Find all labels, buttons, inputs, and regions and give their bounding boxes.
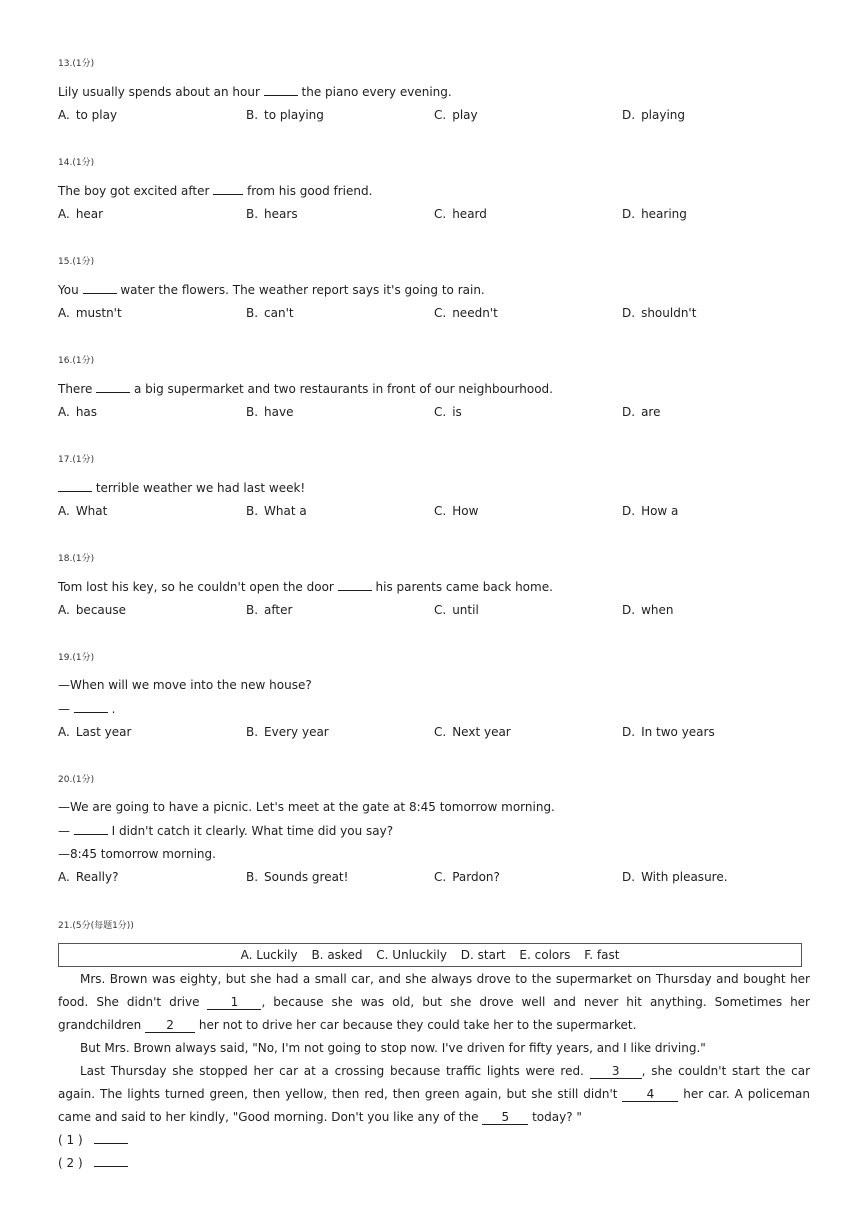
- option-b[interactable]: B. hears: [246, 207, 298, 221]
- numbered-blank-3[interactable]: 3: [590, 1064, 642, 1079]
- answer-blank[interactable]: [96, 379, 130, 393]
- paragraph-2: But Mrs. Brown always said, "No, I'm not going to stop now. I've driven for fifty years, and I like driving.": [80, 1041, 706, 1055]
- question-number: 21.(5分(每题1分)): [58, 921, 134, 931]
- option-a[interactable]: A. hear: [58, 207, 104, 221]
- option-c[interactable]: C. How: [434, 504, 479, 518]
- answer-blank[interactable]: [74, 699, 108, 713]
- answer-blank[interactable]: [94, 1130, 128, 1144]
- option-b[interactable]: B. to playing: [246, 108, 324, 122]
- numbered-blank-1[interactable]: 1: [207, 995, 261, 1010]
- question-stem: You water the flowers. The weather report says it's going to rain.: [58, 280, 818, 299]
- option-d[interactable]: D. when: [622, 603, 674, 617]
- option-d[interactable]: D. How a: [622, 504, 679, 518]
- question-18: [58, 553, 818, 619]
- question-stem: terrible weather we had last week!: [58, 478, 818, 497]
- paragraph-3: Last Thursday she stopped her car at a crossing because traffic lights were red. 3 , she couldn't start the car again. The lights turned green, then yellow, then red, then green again, but she still didn't 4 her car. A policeman came and said to her kindly, "Good morning. Don't you like any of the 5 today? ": [58, 1064, 810, 1124]
- option-b[interactable]: B. What a: [246, 504, 307, 518]
- question-stem: There a big supermarket and two restaurants in front of our neighbourhood.: [58, 379, 818, 398]
- options: [58, 868, 818, 886]
- question-17: [58, 454, 818, 520]
- option-b[interactable]: B. have: [246, 405, 294, 419]
- answer-blank[interactable]: [94, 1153, 128, 1167]
- options: [58, 502, 818, 520]
- option-d[interactable]: D. are: [622, 405, 661, 419]
- question-stem: The boy got excited after from his good friend.: [58, 181, 818, 200]
- question-15: [58, 256, 818, 322]
- option-c[interactable]: C. needn't: [434, 306, 498, 320]
- question-number: 14.(1分): [58, 158, 95, 168]
- option-a[interactable]: A. Last year: [58, 725, 132, 739]
- question-20: [58, 774, 818, 886]
- dialog-line: —8:45 tomorrow morning.: [58, 847, 216, 861]
- dialog-line: —We are going to have a picnic. Let's meet at the gate at 8:45 tomorrow morning.: [58, 800, 555, 814]
- option-d[interactable]: D. hearing: [622, 207, 687, 221]
- word-option: B. asked: [311, 948, 363, 962]
- word-option: E. colors: [519, 948, 571, 962]
- question-stem: Tom lost his key, so he couldn't open the door his parents came back home.: [58, 577, 818, 596]
- option-a[interactable]: A. to play: [58, 108, 118, 122]
- option-c[interactable]: C. is: [434, 405, 462, 419]
- question-number: 19.(1分): [58, 653, 95, 663]
- question-19: [58, 652, 818, 741]
- numbered-blank-2[interactable]: 2: [145, 1018, 195, 1033]
- options: [58, 601, 818, 619]
- answer-blank[interactable]: [264, 82, 298, 96]
- paragraph-1: Mrs. Brown was eighty, but she had a small car, and she always drove to the supermarket on Thursday and bought her food. She didn't drive 1 , because she was old, but she drove well and never hit anything. Sometimes her grandchildren 2 her not to drive her car because they could take her to the supermarket.: [58, 972, 810, 1032]
- question-number: 15.(1分): [58, 257, 95, 267]
- word-option: D. start: [460, 948, 506, 962]
- option-d[interactable]: D. shouldn't: [622, 306, 697, 320]
- question-number: 17.(1分): [58, 455, 95, 465]
- answer-blank[interactable]: [338, 577, 372, 591]
- dialog-line: —When will we move into the new house?: [58, 678, 312, 692]
- word-bank: [58, 943, 802, 967]
- word-option: C. Unluckily: [376, 948, 447, 962]
- option-b[interactable]: B. Every year: [246, 725, 329, 739]
- options: [58, 403, 818, 421]
- word-option: F. fast: [584, 948, 620, 962]
- options: [58, 723, 818, 741]
- question-13: [58, 58, 818, 124]
- option-a[interactable]: A. because: [58, 603, 127, 617]
- option-d[interactable]: D. With pleasure.: [622, 870, 728, 884]
- dialog-line: — .: [58, 699, 818, 718]
- options: [58, 205, 818, 223]
- option-a[interactable]: A. has: [58, 405, 98, 419]
- answer-blank[interactable]: [213, 181, 243, 195]
- option-a[interactable]: A. What: [58, 504, 108, 518]
- answer-blank[interactable]: [74, 821, 108, 835]
- question-number: 20.(1分): [58, 775, 95, 785]
- numbered-blank-5[interactable]: 5: [482, 1110, 528, 1125]
- option-c[interactable]: C. heard: [434, 207, 487, 221]
- dialog-line: — I didn't catch it clearly. What time did you say?: [58, 821, 818, 840]
- question-stem: Lily usually spends about an hour the piano every evening.: [58, 82, 818, 101]
- option-a[interactable]: A. Really?: [58, 870, 119, 884]
- question-number: 13.(1分): [58, 59, 95, 69]
- answer-line-2: ( 2 ): [58, 1152, 810, 1175]
- word-option: A. Luckily: [240, 948, 298, 962]
- passage: [58, 968, 810, 1129]
- options: [58, 106, 818, 124]
- option-b[interactable]: B. Sounds great!: [246, 870, 349, 884]
- question-number: 18.(1分): [58, 554, 95, 564]
- answer-blank[interactable]: [83, 280, 117, 294]
- option-a[interactable]: A. mustn't: [58, 306, 122, 320]
- option-d[interactable]: D. playing: [622, 108, 686, 122]
- option-c[interactable]: C. until: [434, 603, 479, 617]
- answer-line-1: ( 1 ): [58, 1129, 810, 1152]
- question-21: [58, 920, 810, 1175]
- question-number: 16.(1分): [58, 356, 95, 366]
- options: [58, 304, 818, 322]
- option-b[interactable]: B. can't: [246, 306, 294, 320]
- answer-blank[interactable]: [58, 478, 92, 492]
- option-c[interactable]: C. Next year: [434, 725, 511, 739]
- option-d[interactable]: D. In two years: [622, 725, 715, 739]
- question-14: [58, 157, 818, 223]
- option-c[interactable]: C. play: [434, 108, 478, 122]
- question-16: [58, 355, 818, 421]
- option-c[interactable]: C. Pardon?: [434, 870, 500, 884]
- numbered-blank-4[interactable]: 4: [622, 1087, 678, 1102]
- option-b[interactable]: B. after: [246, 603, 293, 617]
